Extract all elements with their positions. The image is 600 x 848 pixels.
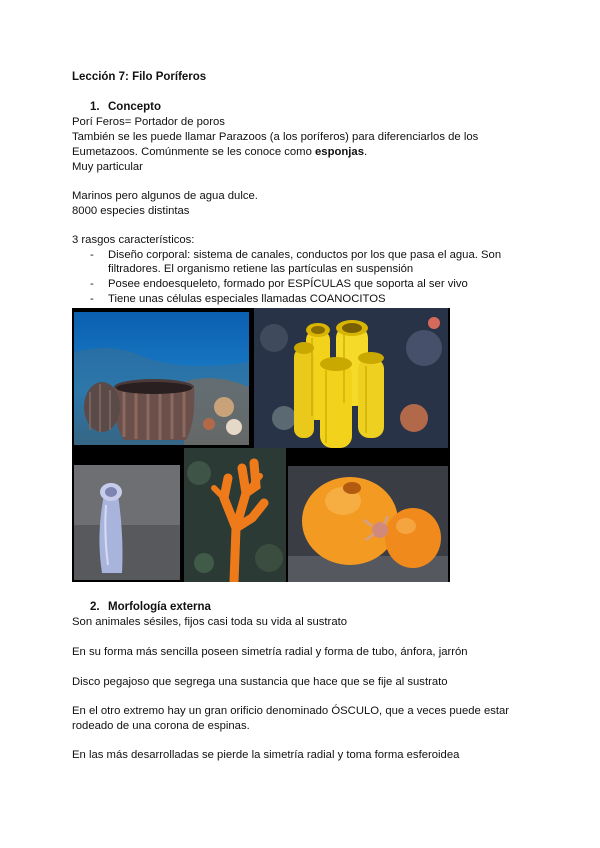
habitat-line-2: 8000 especies distintas bbox=[72, 205, 190, 217]
morphology-line-2: En su forma más sencilla poseen simetría radial y forma de tubo, ánfora, jarrón bbox=[72, 646, 468, 658]
concept-line-3 bbox=[72, 145, 367, 160]
bullet-dash: - bbox=[90, 293, 94, 305]
section-1-number: 1. bbox=[90, 101, 100, 113]
morphology-line-1: Son animales sésiles, fijos casi toda su vida al sustrato bbox=[72, 616, 348, 628]
section-2-heading bbox=[90, 601, 211, 613]
sponge-photo-collage bbox=[72, 308, 450, 582]
bullet-dash: - bbox=[90, 278, 94, 290]
orange-sphere-sponge-photo bbox=[288, 466, 448, 582]
concept-bold-esponjas: esponjas bbox=[315, 146, 364, 158]
concept-line-3-text: Eumetazoos. Comúnmente se les conoce como bbox=[72, 146, 316, 158]
concept-line-2: También se les puede llamar Parazoos (a los poríferos) para diferenciarlos de los bbox=[72, 131, 479, 143]
yellow-tube-sponge-photo bbox=[254, 308, 448, 448]
orange-branching-sponge-photo bbox=[184, 448, 286, 582]
trait-bullet-1-cont: filtradores. El organismo retiene las partículas en suspensión bbox=[108, 263, 414, 275]
trait-bullet-1 bbox=[90, 248, 501, 263]
section-2-number: 2. bbox=[90, 601, 100, 613]
bullet-dash: - bbox=[90, 249, 94, 261]
section-1-title: Concepto bbox=[108, 101, 162, 113]
traits-intro: 3 rasgos característicos: bbox=[72, 234, 195, 246]
trait-1-text: Diseño corporal: sistema de canales, conductos por los que pasa el agua. Son bbox=[108, 249, 502, 261]
lesson-title: Lección 7: Filo Poríferos bbox=[72, 71, 207, 83]
concept-line-3-end: . bbox=[364, 146, 368, 158]
morphology-line-5: rodeado de una corona de espinas. bbox=[72, 720, 250, 732]
habitat-line-1: Marinos pero algunos de agua dulce. bbox=[72, 190, 258, 202]
morphology-line-3: Disco pegajoso que segrega una sustancia que hace que se fije al sustrato bbox=[72, 676, 448, 688]
morphology-line-4: En el otro extremo hay un gran orificio denominado ÓSCULO, que a veces puede estar bbox=[72, 705, 510, 717]
section-2-title: Morfología externa bbox=[108, 601, 211, 613]
barrel-sponge-photo bbox=[74, 312, 249, 445]
trait-bullet-2 bbox=[90, 277, 468, 292]
trait-3-text: Tiene unas células especiales llamadas COANOCITOS bbox=[108, 293, 386, 305]
concept-line-4: Muy particular bbox=[72, 161, 143, 173]
concept-line-1: Porí Feros= Portador de poros bbox=[72, 116, 225, 128]
pale-tube-sponge-photo bbox=[74, 465, 180, 580]
trait-2-text: Posee endoesqueleto, formado por ESPÍCULAS que soporta al ser vivo bbox=[108, 278, 468, 290]
trait-bullet-3 bbox=[90, 292, 386, 307]
morphology-line-6: En las más desarrolladas se pierde la simetría radial y toma forma esferoidea bbox=[72, 749, 460, 761]
section-1-heading bbox=[90, 101, 161, 113]
